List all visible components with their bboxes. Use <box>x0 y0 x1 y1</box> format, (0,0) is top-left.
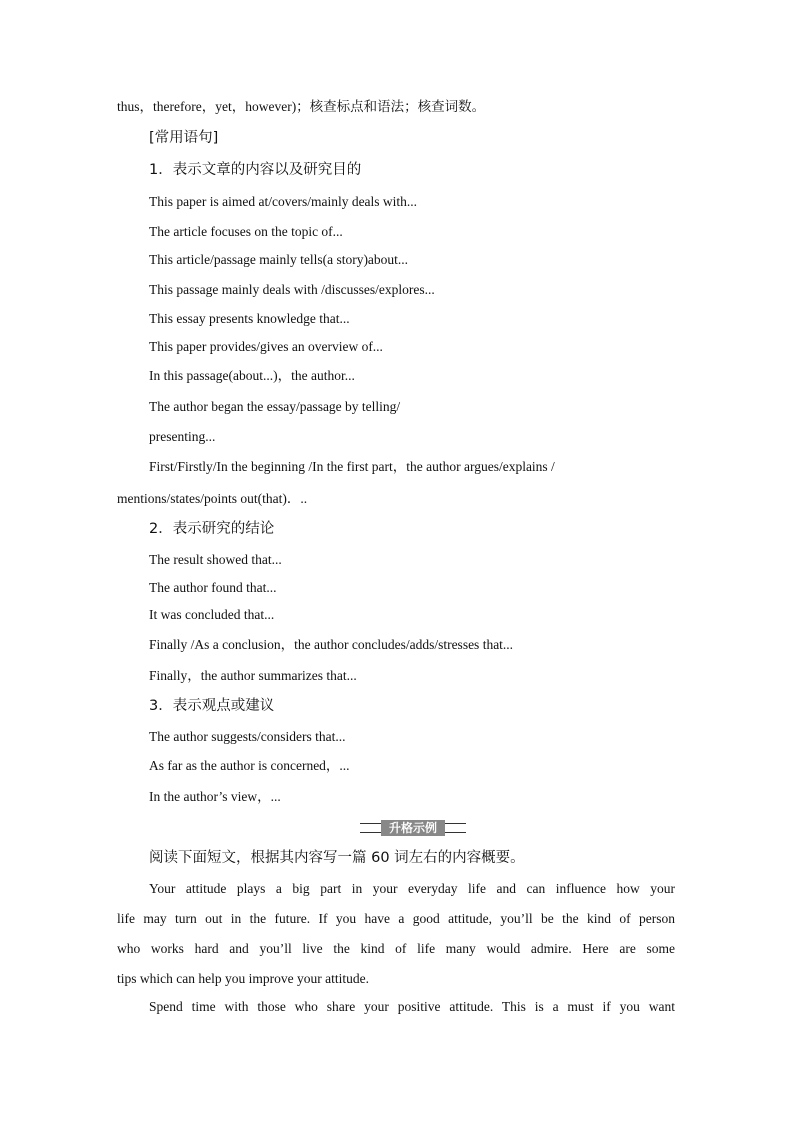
text-line: thus，therefore，yet，however)；核查标点和语法；核查词数。 <box>117 99 486 114</box>
essay-line: Your attitude plays a big part in your everyday life and can influence how your <box>149 881 675 896</box>
phrase-line: mentions/states/points out(that)．.. <box>117 491 308 506</box>
essay-line: Spend time with those who share your positive attitude. This is a must if you want <box>149 999 675 1014</box>
instruction: 阅读下面短文，根据其内容写一篇 60 词左右的内容概要。 <box>149 850 525 866</box>
phrase-line: The author found that... <box>149 580 277 595</box>
essay-line: who works hard and you’ll live the kind of life many would admire. Here are some <box>117 941 675 956</box>
phrase-line: Finally，the author summarizes that... <box>149 668 357 683</box>
phrase-line: In this passage(about...)，the author... <box>149 368 355 383</box>
phrase-line: In the author’s view，... <box>149 789 281 804</box>
banner-label: 升格示例 <box>381 820 445 836</box>
phrase-line: The author suggests/considers that... <box>149 729 346 744</box>
phrase-line: This paper is aimed at/covers/mainly deals with... <box>149 194 418 209</box>
phrase-line: The article focuses on the topic of... <box>149 224 343 239</box>
phrase-line: This essay presents knowledge that... <box>149 311 350 326</box>
subheading-1: 1．表示文章的内容以及研究目的 <box>149 162 362 178</box>
phrase-line: presenting... <box>149 429 216 444</box>
phrase-line: Finally /As a conclusion，the author concludes/adds/stresses that... <box>149 637 514 652</box>
phrase-line: This article/passage mainly tells(a story)about... <box>149 252 409 267</box>
example-banner <box>360 820 466 836</box>
subheading-3: 3．表示观点或建议 <box>149 698 275 714</box>
essay-line: tips which can help you improve your attitude. <box>117 971 369 986</box>
phrase-line: It was concluded that... <box>149 607 275 622</box>
phrase-line: As far as the author is concerned，... <box>149 758 350 773</box>
phrase-line: This passage mainly deals with /discusses/explores... <box>149 282 435 297</box>
phrase-line: The author began the essay/passage by telling/ <box>149 399 401 414</box>
subheading-2: 2．表示研究的结论 <box>149 521 275 537</box>
phrase-line: First/Firstly/In the beginning /In the first part，the author argues/explains / <box>149 459 555 474</box>
section-heading: [常用语句] <box>149 130 219 146</box>
phrase-line: The result showed that... <box>149 552 282 567</box>
essay-line: life may turn out in the future. If you have a good attitude, you’ll be the kind of person <box>117 911 675 926</box>
phrase-line: This paper provides/gives an overview of... <box>149 339 383 354</box>
